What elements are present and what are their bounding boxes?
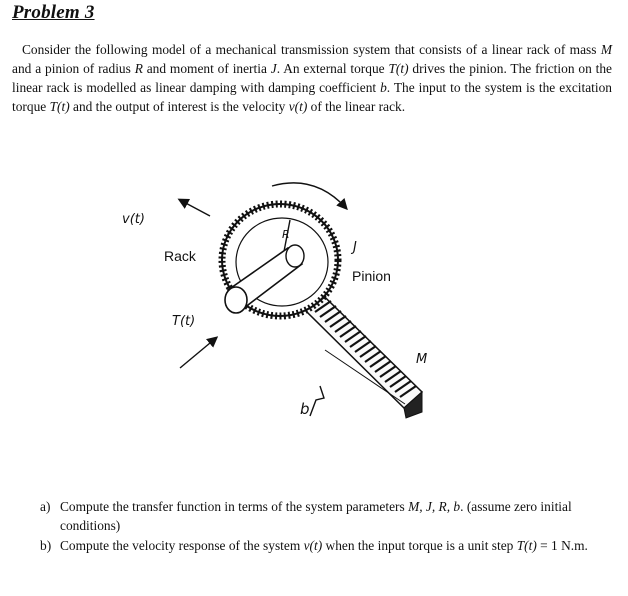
torque-label: T(t) (172, 314, 196, 329)
pinion-label: Pinion (352, 268, 391, 284)
question-text: Compute the velocity response of the system (60, 538, 304, 553)
symbol-mass: M (600, 42, 612, 57)
question-key: a) (40, 499, 51, 514)
text-run: of the linear rack. (307, 99, 406, 114)
question-list (40, 497, 620, 556)
question-text: = 1 N.m. (536, 538, 588, 553)
damper-symbol (310, 386, 324, 416)
text-run: drives the pinion. The friction on the linear rack is modelled as linear damping with damping coefficient (12, 61, 612, 95)
symbol-inertia: J (270, 61, 277, 76)
question-item (40, 536, 620, 555)
question-params: M, J, R, b (408, 499, 461, 514)
rack-label: Rack (164, 248, 196, 264)
rack-pinion-drawing (110, 172, 440, 442)
problem-paragraph (12, 40, 612, 116)
velocity-label: v(t) (122, 212, 145, 227)
damping-label: b (300, 400, 310, 418)
velocity-arrow (180, 200, 210, 216)
text-run: . An external torque (276, 61, 389, 76)
symbol-torque: T(t) (388, 61, 409, 76)
text-run: . The input to the system is the excitation torque (12, 80, 612, 114)
text-run: Consider the following model of a mechanical transmission system that consists of a linear rack of mass (22, 42, 601, 57)
text-run: and moment of inertia (142, 61, 271, 76)
symbol-torque: T(t) (49, 99, 70, 114)
radius-label: R (282, 228, 290, 241)
question-text: when the input torque is a unit step (322, 538, 517, 553)
symbol-velocity: v(t) (303, 538, 323, 553)
question-text: . (assume zero initial conditions) (60, 499, 572, 533)
mass-label: M (416, 352, 428, 367)
rack-pinion-figure (110, 172, 440, 442)
symbol-torque: T(t) (516, 538, 537, 553)
question-item (40, 497, 620, 535)
text-run: and a pinion of radius (12, 61, 135, 76)
question-text: Compute the transfer function in terms of the system parameters (60, 499, 409, 514)
symbol-radius: R (134, 61, 143, 76)
inertia-label: J (353, 240, 357, 255)
torque-arrow (180, 338, 216, 368)
problem-statement (12, 40, 612, 116)
symbol-velocity: v(t) (288, 99, 308, 114)
pinion-gear (222, 204, 338, 316)
symbol-damping: b (380, 80, 387, 95)
text-run: and the output of interest is the velocity (69, 99, 289, 114)
question-key: b) (40, 538, 52, 553)
problem-title: Problem 3 (12, 2, 95, 23)
